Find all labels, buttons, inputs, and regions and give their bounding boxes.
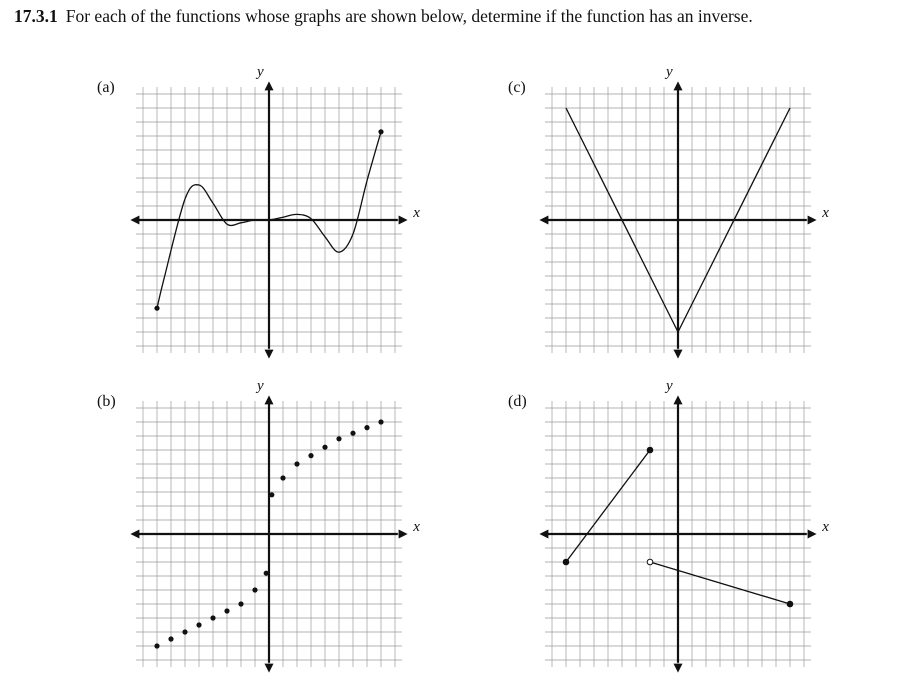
panel-label: (b) [97, 393, 116, 410]
x-axis-label: x [413, 205, 420, 221]
y-axis-arrow-down [265, 350, 274, 359]
endpoint-closed [647, 447, 653, 453]
data-point [308, 453, 313, 458]
x-axis-label: x [822, 519, 829, 535]
endpoint-closed [378, 129, 383, 134]
data-point [252, 587, 257, 592]
panel-b [97, 378, 420, 673]
data-point [269, 492, 274, 497]
panel-c [508, 64, 829, 359]
data-point [196, 622, 201, 627]
x-axis-arrow-left [539, 216, 548, 225]
x-axis-label: x [413, 519, 420, 535]
panel-a [97, 64, 420, 359]
panel-label: (d) [508, 393, 527, 410]
data-point [350, 431, 355, 436]
x-axis-arrow-right [399, 216, 408, 225]
data-point [168, 636, 173, 641]
endpoint-closed [154, 306, 159, 311]
problem-text: For each of the functions whose graphs are shown below, determine if the function has an inverse. [65, 6, 753, 26]
data-point [364, 425, 369, 430]
data-point [294, 461, 299, 466]
data-point [224, 608, 229, 613]
y-axis-label: y [666, 377, 673, 394]
y-axis-label: y [257, 63, 264, 80]
data-point [238, 601, 243, 606]
x-axis-arrow-left [130, 530, 139, 539]
endpoint-closed [563, 559, 569, 565]
x-axis-arrow-right [808, 216, 817, 225]
x-axis-arrow-right [399, 530, 408, 539]
panel-label: (a) [97, 79, 115, 96]
data-point [182, 629, 187, 634]
endpoint-open [647, 559, 653, 565]
y-axis-arrow-up [265, 81, 274, 90]
y-axis-label: y [257, 377, 264, 394]
x-axis-arrow-left [539, 530, 548, 539]
data-point [280, 475, 285, 480]
data-point [378, 419, 383, 424]
y-axis-arrow-up [674, 81, 683, 90]
panel-label: (c) [508, 79, 526, 96]
data-point [336, 436, 341, 441]
data-point [322, 445, 327, 450]
problem-number: 17.3.1 [14, 6, 58, 26]
y-axis-arrow-up [674, 395, 683, 404]
data-point [264, 571, 269, 576]
y-axis-arrow-down [674, 350, 683, 359]
y-axis-arrow-down [674, 664, 683, 673]
y-axis-label: y [666, 63, 673, 80]
x-axis-arrow-left [130, 216, 139, 225]
data-point [154, 643, 159, 648]
panel-d [508, 378, 829, 673]
data-point [210, 615, 215, 620]
x-axis-label: x [822, 205, 829, 221]
y-axis-arrow-down [265, 664, 274, 673]
y-axis-arrow-up [265, 395, 274, 404]
endpoint-closed [787, 601, 793, 607]
x-axis-arrow-right [808, 530, 817, 539]
